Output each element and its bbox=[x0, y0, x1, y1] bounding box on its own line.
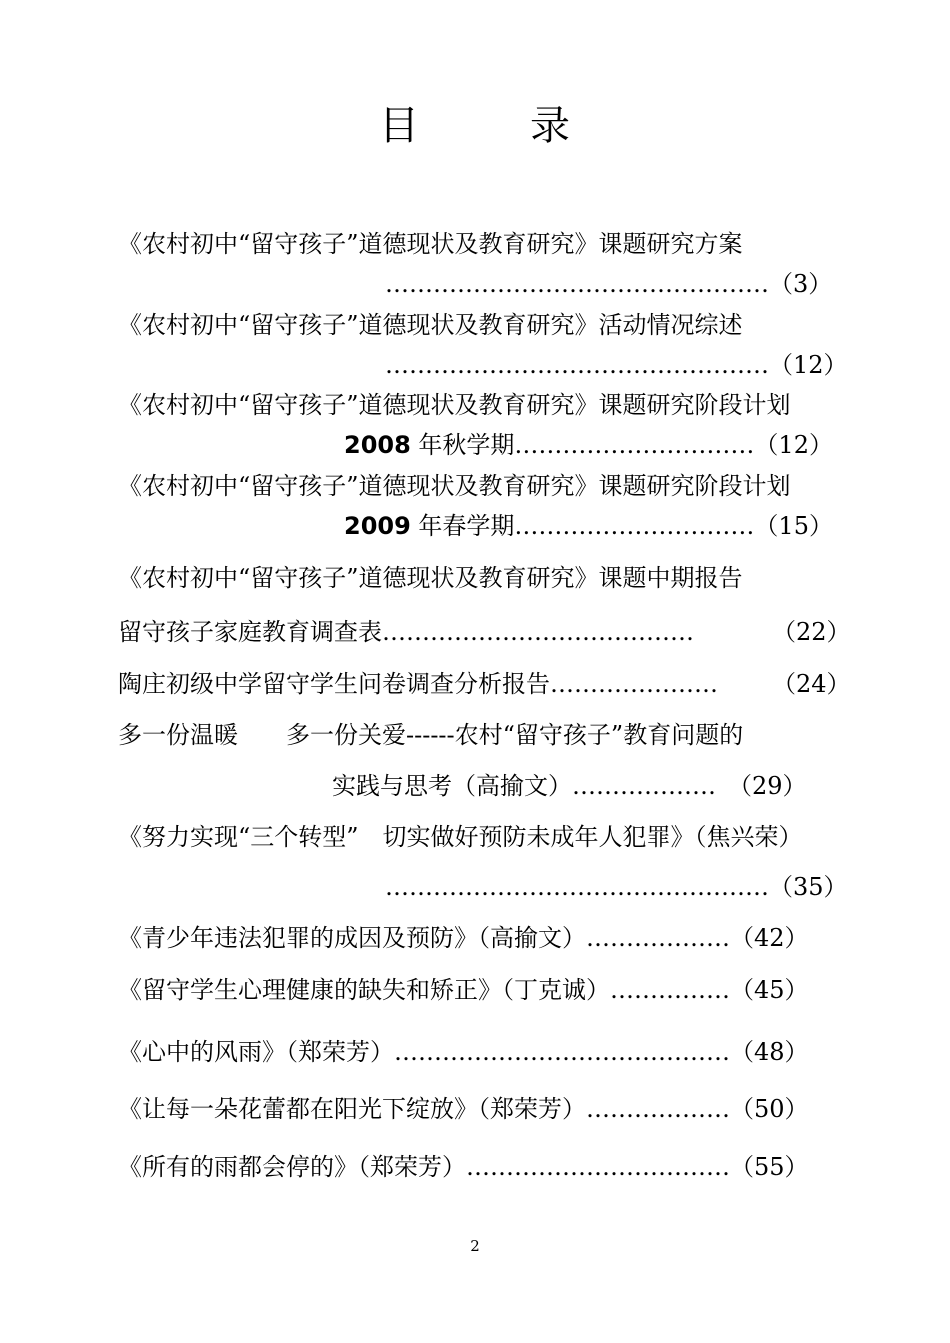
toc-entry-8-page[interactable]: 实践与思考（高揄文）……………… （29） bbox=[332, 772, 807, 800]
toc-entry-14-title[interactable]: 《所有的雨都会停的》（郑荣芳）……………………………（55） bbox=[118, 1153, 809, 1181]
toc-entry-1-page[interactable]: …………………………………………（3） bbox=[385, 270, 833, 298]
toc-entry-4-title[interactable]: 《农村初中“留守孩子”道德现状及教育研究》课题研究阶段计划 bbox=[118, 472, 791, 500]
toc-entry-13-title[interactable]: 《让每一朵花蕾都在阳光下绽放》（郑荣芳）………………（50） bbox=[118, 1095, 809, 1123]
page-title bbox=[0, 100, 950, 152]
page-number: 2 bbox=[470, 1237, 480, 1255]
toc-entry-11-title[interactable]: 《留守学生心理健康的缺失和矫正》（丁克诚）……………（45） bbox=[118, 976, 809, 1004]
toc-entry-12-title[interactable]: 《心中的风雨》（郑荣芳）……………………………………（48） bbox=[118, 1038, 809, 1066]
toc-entry-2-page[interactable]: …………………………………………（12） bbox=[385, 351, 848, 379]
toc-entry-6-page[interactable]: （22） bbox=[772, 618, 851, 646]
title-char-1: 目 bbox=[379, 103, 420, 149]
toc-entry-3-page[interactable]: 2008 年秋学期…………………………（12） bbox=[344, 431, 833, 459]
toc-entry-9-title[interactable]: 《努力实现“三个转型” 切实做好预防未成年人犯罪》（焦兴荣） bbox=[118, 823, 803, 851]
toc-entry-7-title[interactable]: 陶庄初级中学留守学生问卷调查分析报告………………… bbox=[118, 670, 718, 698]
toc-entry-3-title[interactable]: 《农村初中“留守孩子”道德现状及教育研究》课题研究阶段计划 bbox=[118, 391, 791, 419]
toc-entry-8-title[interactable]: 多一份温暖 多一份关爱------农村“留守孩子”教育问题的 bbox=[118, 721, 744, 749]
toc-entry-10-title[interactable]: 《青少年违法犯罪的成因及预防》（高揄文）………………（42） bbox=[118, 924, 809, 952]
toc-entry-1-title[interactable]: 《农村初中“留守孩子”道德现状及教育研究》课题研究方案 bbox=[118, 230, 743, 258]
toc-entry-2-title[interactable]: 《农村初中“留守孩子”道德现状及教育研究》活动情况综述 bbox=[118, 311, 743, 339]
toc-entry-3-year: 2008 bbox=[344, 431, 411, 459]
toc-entry-6-title[interactable]: 留守孩子家庭教育调查表………………………………… bbox=[118, 618, 694, 646]
toc-entry-7-page[interactable]: （24） bbox=[772, 670, 851, 698]
toc-entry-4-page[interactable]: 2009 年春学期…………………………（15） bbox=[344, 512, 833, 540]
toc-entry-4-year: 2009 bbox=[344, 512, 411, 540]
title-char-2: 录 bbox=[530, 103, 571, 149]
toc-entry-9-page[interactable]: …………………………………………（35） bbox=[385, 873, 848, 901]
toc-entry-5-title[interactable]: 《农村初中“留守孩子”道德现状及教育研究》课题中期报告 bbox=[118, 564, 743, 592]
